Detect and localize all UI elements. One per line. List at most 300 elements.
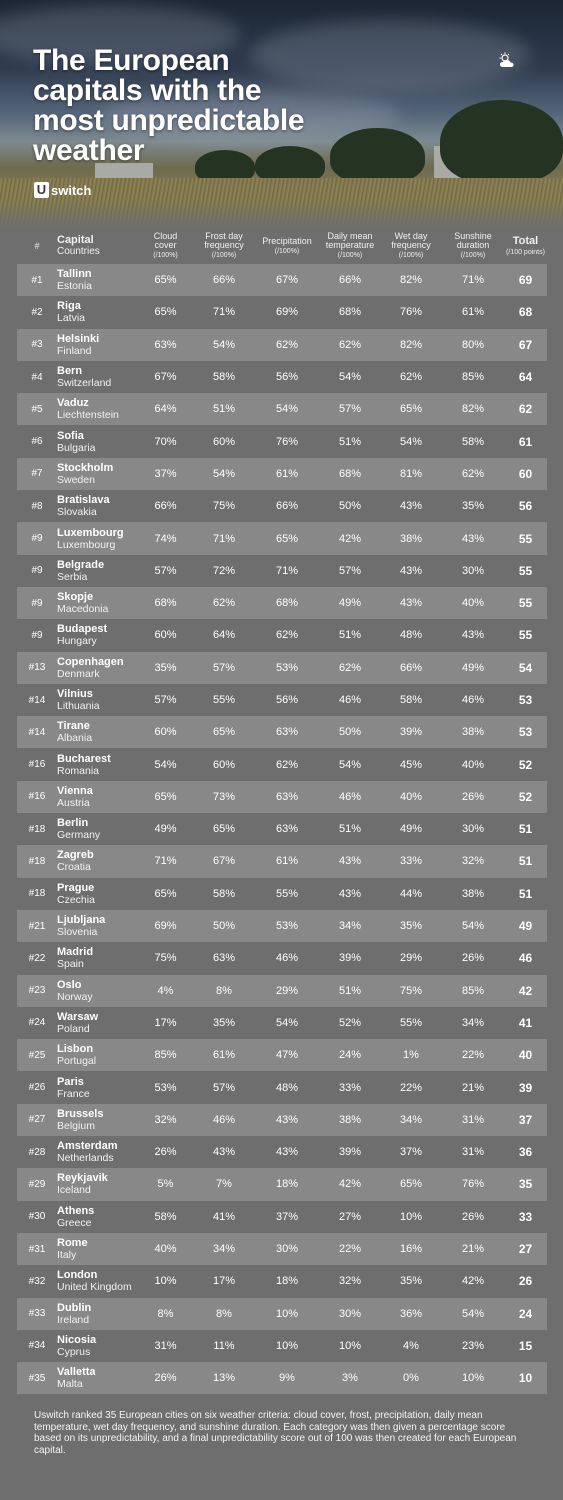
header-text: Cloud [153, 231, 178, 241]
cloud-cell: 10% [154, 1275, 177, 1288]
total-cell: 51 [518, 886, 533, 901]
sun-cell: 30% [461, 564, 485, 577]
temp-cell: 51% [338, 823, 362, 836]
capital-cell [57, 490, 137, 522]
city-name: Rome [57, 1237, 88, 1250]
capital-cell [57, 684, 137, 716]
sun-cell: 49% [461, 661, 485, 674]
temp-cell: 42% [338, 532, 362, 545]
total-cell: 51 [518, 854, 533, 869]
total-cell: 49 [518, 919, 533, 934]
rank-cell: #4 [31, 371, 43, 383]
wet-cell: 35% [399, 920, 423, 933]
table-row [17, 975, 547, 1007]
total-cell: 24 [518, 1306, 533, 1321]
wet-cell: 37% [399, 1146, 423, 1159]
table-row [17, 781, 547, 813]
precip-cell: 18% [275, 1178, 299, 1191]
capital-cell [57, 264, 137, 296]
header-frost [194, 228, 254, 264]
logo-mark: U [34, 182, 49, 198]
precip-cell: 69% [275, 306, 299, 319]
wet-cell: 35% [399, 1275, 423, 1288]
city-name: Stockholm [57, 461, 114, 474]
frost-cell: 11% [213, 1339, 235, 1352]
city-name: Lisbon [57, 1043, 94, 1056]
country-name: Slovakia [57, 506, 97, 519]
rank-cell: #34 [28, 1340, 46, 1352]
country-name: Serbia [57, 570, 88, 583]
rank-cell: #7 [31, 468, 43, 480]
precip-cell: 18% [275, 1275, 299, 1288]
country-name: Netherlands [57, 1152, 114, 1165]
header-wet-day [380, 228, 442, 264]
total-cell: 67 [518, 337, 533, 352]
table-row [17, 1039, 547, 1071]
frost-cell: 63% [212, 952, 236, 965]
city-name: Zagreb [57, 849, 94, 862]
capital-cell [57, 522, 137, 554]
table-row [17, 1071, 547, 1103]
frost-cell: 67% [212, 855, 236, 868]
total-cell: 41 [518, 1015, 533, 1030]
sun-cell: 31% [461, 1113, 485, 1126]
table-row [17, 361, 547, 393]
cloud-sun-icon [496, 52, 518, 68]
title-line: most unpredictable [33, 104, 305, 137]
sun-cell: 22% [461, 1049, 485, 1062]
rank-cell: #5 [31, 403, 43, 415]
table-body [17, 264, 547, 1394]
wet-cell: 40% [399, 790, 423, 803]
total-cell: 69 [518, 273, 533, 288]
sun-cell: 46% [461, 694, 485, 706]
header-unit: (/100%) [337, 252, 363, 259]
cloud-cell: 53% [154, 1081, 177, 1094]
precip-cell: 37% [275, 1210, 299, 1223]
rank-cell: #18 [28, 823, 46, 835]
table-row [17, 490, 547, 522]
country-name: Finland [57, 344, 92, 357]
title-line: The European [33, 44, 230, 77]
total-cell: 62 [518, 402, 533, 417]
temp-cell: 32% [338, 1275, 362, 1288]
city-name: Skopje [57, 591, 94, 604]
country-name: Estonia [57, 280, 93, 293]
total-cell: 53 [518, 725, 533, 740]
precip-cell: 67% [275, 274, 299, 287]
rank-cell: #9 [31, 565, 43, 577]
precip-cell: 54% [275, 403, 299, 416]
temp-cell: 22% [338, 1243, 362, 1256]
total-cell: 26 [518, 1274, 533, 1289]
sun-cell: 23% [461, 1339, 485, 1352]
table-row [17, 522, 547, 554]
rank-cell: #26 [28, 1082, 46, 1094]
total-cell: 64 [518, 370, 533, 385]
cloud-cell: 57% [154, 564, 177, 577]
country-name: Denmark [57, 667, 100, 680]
header-text: duration [456, 240, 490, 250]
header-text: Wet day [394, 231, 428, 241]
table-row [17, 652, 547, 684]
country-name: Luxembourg [57, 538, 116, 551]
rank-cell: #16 [28, 791, 46, 803]
rank-cell: #9 [31, 597, 43, 609]
rank-cell: #22 [28, 952, 46, 964]
page-title [33, 46, 363, 166]
city-name: Berlin [57, 817, 89, 830]
table-row [17, 942, 547, 974]
total-cell: 60 [518, 466, 533, 481]
table-row [17, 329, 547, 361]
title-line: capitals with the [33, 74, 262, 107]
country-name: Albania [57, 732, 93, 745]
rank-cell: #2 [31, 306, 43, 318]
city-name: Tallinn [57, 268, 92, 281]
country-name: Austria [57, 796, 90, 809]
header-capital-label: Capital [57, 234, 94, 246]
capital-cell [57, 296, 137, 328]
wet-cell: 22% [399, 1081, 423, 1094]
cloud-cell: 70% [154, 435, 177, 448]
capital-cell [57, 910, 137, 942]
cloud-cell: 66% [154, 500, 177, 513]
country-name: Norway [57, 990, 93, 1003]
precip-cell: 53% [275, 920, 299, 933]
precip-cell: 62% [275, 629, 299, 642]
table-row [17, 878, 547, 910]
total-cell: 15 [518, 1338, 533, 1353]
precip-cell: 55% [275, 887, 299, 900]
rank-cell: #21 [28, 920, 46, 932]
frost-cell: 54% [212, 467, 236, 480]
total-cell: 55 [518, 531, 533, 546]
sun-cell: 26% [461, 790, 485, 803]
header-precipitation [254, 228, 320, 264]
country-name: Ireland [57, 1313, 90, 1326]
footnote: Uswitch ranked 35 European cities on six weather criteria: cloud cover, frost, precipitation, daily mean temperature, wet day frequency, and sunshine duration. Each category was then given a percentage score based on its unpredictability, and a final unpredictability score out of 100 was then created for each European capital. [34, 1410, 517, 1456]
precip-cell: 9% [279, 1372, 295, 1385]
wet-cell: 4% [403, 1339, 419, 1352]
rank-cell: #28 [28, 1146, 46, 1158]
total-cell: 33 [518, 1209, 533, 1224]
sun-cell: 30% [461, 823, 485, 836]
sun-cell: 82% [461, 403, 485, 416]
capital-cell [57, 1298, 137, 1330]
sun-cell: 32% [461, 855, 485, 868]
city-name: Tirane [57, 720, 90, 733]
wet-cell: 54% [399, 435, 423, 448]
cloud-cell: 63% [154, 338, 177, 351]
total-cell: 68 [518, 305, 533, 320]
frost-cell: 8% [216, 1307, 232, 1320]
cloud-cell: 54% [154, 758, 177, 771]
precip-cell: 56% [275, 694, 299, 706]
header-text: frequency [204, 240, 244, 250]
wet-cell: 82% [399, 274, 423, 287]
total-cell: 46 [518, 951, 533, 966]
total-cell: 54 [518, 660, 533, 675]
capital-cell [57, 1233, 137, 1265]
wet-cell: 0% [403, 1372, 419, 1385]
city-name: Vienna [57, 784, 93, 797]
city-name: Ljubljana [57, 914, 106, 927]
header-unit: (/100%) [153, 252, 178, 259]
city-name: Vaduz [57, 397, 89, 410]
wet-cell: 62% [399, 371, 423, 384]
precip-cell: 53% [275, 661, 299, 674]
rank-cell: #30 [28, 1211, 46, 1223]
city-name: London [57, 1269, 98, 1282]
capital-cell [57, 1330, 137, 1362]
precip-cell: 43% [275, 1113, 299, 1126]
total-cell: 61 [518, 434, 533, 449]
rank-cell: #29 [28, 1178, 46, 1190]
header-unit: (/100%) [460, 252, 486, 259]
temp-cell: 68% [338, 467, 362, 480]
sun-cell: 21% [461, 1243, 485, 1256]
rank-cell: #27 [28, 1114, 46, 1126]
total-cell: 10 [518, 1371, 533, 1386]
temp-cell: 39% [338, 1146, 362, 1159]
capital-cell [57, 1168, 137, 1200]
rank-cell: #1 [31, 274, 43, 286]
temp-cell: 50% [338, 726, 362, 739]
capital-cell [57, 329, 137, 361]
total-cell: 35 [518, 1177, 533, 1192]
wet-cell: 45% [399, 758, 423, 771]
temp-cell: 57% [338, 403, 362, 416]
capital-cell [57, 781, 137, 813]
table-row [17, 1330, 547, 1362]
frost-cell: 8% [216, 984, 232, 997]
temp-cell: 50% [338, 500, 362, 513]
capital-cell [57, 845, 137, 877]
cloud-cell: 26% [154, 1146, 177, 1159]
country-name: Hungary [57, 635, 97, 648]
sun-cell: 61% [461, 306, 485, 319]
frost-cell: 75% [212, 500, 236, 513]
precip-cell: 63% [275, 726, 299, 739]
temp-cell: 66% [338, 274, 362, 287]
country-name: Czechia [57, 893, 95, 906]
country-name: Bulgaria [57, 441, 96, 454]
temp-cell: 38% [338, 1113, 362, 1126]
header-total [504, 228, 547, 264]
city-name: Budapest [57, 623, 108, 636]
country-name: Poland [57, 1022, 90, 1035]
table-row [17, 1168, 547, 1200]
cloud-cell: 60% [154, 629, 177, 642]
header-unit: (/100%) [211, 252, 237, 259]
wet-cell: 29% [399, 952, 423, 965]
city-name: Dublin [57, 1301, 92, 1314]
temp-cell: 52% [338, 1016, 362, 1029]
table-row [17, 684, 547, 716]
table-row [17, 845, 547, 877]
wet-cell: 65% [399, 1178, 423, 1191]
frost-cell: 13% [212, 1372, 236, 1385]
sun-cell: 85% [461, 984, 485, 997]
frost-cell: 51% [212, 403, 236, 416]
logo-word: switch [51, 182, 92, 198]
wet-cell: 65% [399, 403, 423, 416]
rank-cell: #9 [31, 533, 43, 545]
rank-cell: #8 [31, 500, 43, 512]
sun-cell: 85% [461, 371, 485, 384]
temp-cell: 39% [338, 952, 362, 965]
city-name: Copenhagen [57, 655, 124, 668]
precip-cell: 47% [275, 1049, 299, 1062]
cloud-cell: 67% [154, 371, 177, 384]
rank-cell: #14 [28, 726, 46, 738]
temp-cell: 54% [338, 371, 362, 384]
sun-cell: 35% [461, 500, 485, 513]
table-row [17, 910, 547, 942]
temp-cell: 62% [338, 661, 362, 674]
frost-cell: 50% [212, 920, 236, 933]
rank-cell: #31 [28, 1243, 46, 1255]
wet-cell: 44% [399, 887, 423, 900]
total-cell: 55 [518, 596, 533, 611]
country-name: Lithuania [57, 700, 100, 712]
sun-cell: 26% [461, 1210, 485, 1223]
header-rank: # [34, 240, 40, 251]
wet-cell: 38% [399, 532, 423, 545]
rank-cell: #6 [31, 436, 43, 448]
cloud-cell: 65% [154, 306, 177, 319]
precip-cell: 68% [275, 597, 299, 610]
sun-cell: 71% [461, 274, 485, 287]
cloud-cell: 8% [157, 1307, 174, 1320]
country-name: Sweden [57, 473, 95, 486]
frost-cell: 57% [212, 1081, 236, 1094]
city-name: Prague [57, 881, 95, 894]
sun-cell: 58% [461, 435, 485, 448]
city-name: Valletta [57, 1366, 96, 1379]
precip-cell: 66% [275, 500, 299, 513]
precip-cell: 10% [275, 1339, 299, 1352]
rank-cell: #18 [28, 855, 46, 867]
rank-cell: #33 [28, 1308, 46, 1320]
cloud-cell: 57% [154, 694, 177, 706]
wet-cell: 75% [399, 984, 423, 997]
title-line: weather [33, 134, 145, 167]
frost-cell: 71% [212, 306, 236, 319]
sun-cell: 34% [461, 1016, 485, 1029]
country-name: Liechtenstein [57, 409, 119, 422]
table-row [17, 1201, 547, 1233]
sun-cell: 21% [461, 1081, 485, 1094]
precip-cell: 43% [275, 1146, 299, 1159]
temp-cell: 33% [338, 1081, 362, 1094]
precip-cell: 29% [275, 984, 299, 997]
hero-fade [0, 200, 563, 228]
city-name: Bern [57, 365, 83, 378]
temp-cell: 34% [338, 920, 362, 933]
wet-cell: 43% [399, 597, 423, 610]
temp-cell: 30% [338, 1307, 362, 1320]
header-cloud [137, 228, 194, 264]
country-name: United Kingdom [57, 1281, 132, 1294]
frost-cell: 72% [212, 564, 236, 577]
wet-cell: 10% [399, 1210, 423, 1223]
temp-cell: 51% [338, 629, 362, 642]
frost-cell: 65% [212, 726, 236, 739]
header-unit: (/100 points) [506, 249, 545, 256]
header-text: Frost day [205, 231, 243, 241]
cloud-cell: 65% [154, 790, 177, 803]
country-name: Germany [57, 829, 101, 842]
wet-cell: 48% [399, 629, 423, 642]
precip-cell: 46% [275, 952, 299, 965]
table-row [17, 813, 547, 845]
wet-cell: 66% [399, 661, 423, 674]
temp-cell: 46% [338, 694, 362, 706]
temp-cell: 43% [338, 887, 362, 900]
temp-cell: 42% [338, 1178, 362, 1191]
frost-cell: 66% [212, 274, 236, 287]
sun-cell: 76% [461, 1178, 485, 1191]
total-cell: 52 [518, 757, 533, 772]
tree-shape [440, 100, 563, 184]
capital-cell [57, 975, 137, 1007]
total-cell: 42 [518, 983, 533, 998]
capital-cell [57, 1071, 137, 1103]
city-name: Athens [57, 1204, 95, 1217]
capital-cell [57, 1039, 137, 1071]
sun-cell: 40% [461, 758, 485, 771]
frost-cell: 58% [212, 887, 236, 900]
cloud-cell: 4% [157, 984, 174, 997]
sun-cell: 43% [461, 532, 485, 545]
capital-cell [57, 1201, 137, 1233]
sun-cell: 54% [461, 1307, 485, 1320]
frost-cell: 46% [212, 1113, 236, 1126]
total-cell: 56 [518, 499, 533, 514]
frost-cell: 55% [212, 694, 236, 706]
country-name: Greece [57, 1216, 92, 1229]
frost-cell: 41% [212, 1210, 236, 1223]
city-name: Madrid [57, 946, 94, 959]
capital-cell [57, 1362, 137, 1394]
rank-cell: #14 [28, 694, 46, 706]
wet-cell: 81% [399, 467, 423, 480]
country-name: Macedonia [57, 603, 109, 616]
temp-cell: 57% [338, 564, 362, 577]
table-row [17, 748, 547, 780]
table-row [17, 716, 547, 748]
city-name: Paris [57, 1075, 84, 1088]
table-row [17, 1136, 547, 1168]
header-unit: (/100%) [274, 247, 300, 255]
country-name: Cyprus [57, 1345, 91, 1358]
header-unit: (/100%) [398, 252, 424, 259]
country-name: Spain [57, 958, 84, 971]
total-cell: 52 [518, 789, 533, 804]
city-name: Amsterdam [57, 1140, 118, 1153]
city-name: Oslo [57, 978, 82, 991]
city-name: Bucharest [57, 752, 111, 765]
cloud-cell: 65% [154, 887, 177, 900]
capital-cell [57, 361, 137, 393]
country-name: Latvia [57, 312, 86, 325]
total-cell: 37 [518, 1112, 533, 1127]
sun-cell: 62% [461, 467, 485, 480]
temp-cell: 3% [342, 1372, 358, 1385]
city-name: Vilnius [57, 688, 93, 700]
